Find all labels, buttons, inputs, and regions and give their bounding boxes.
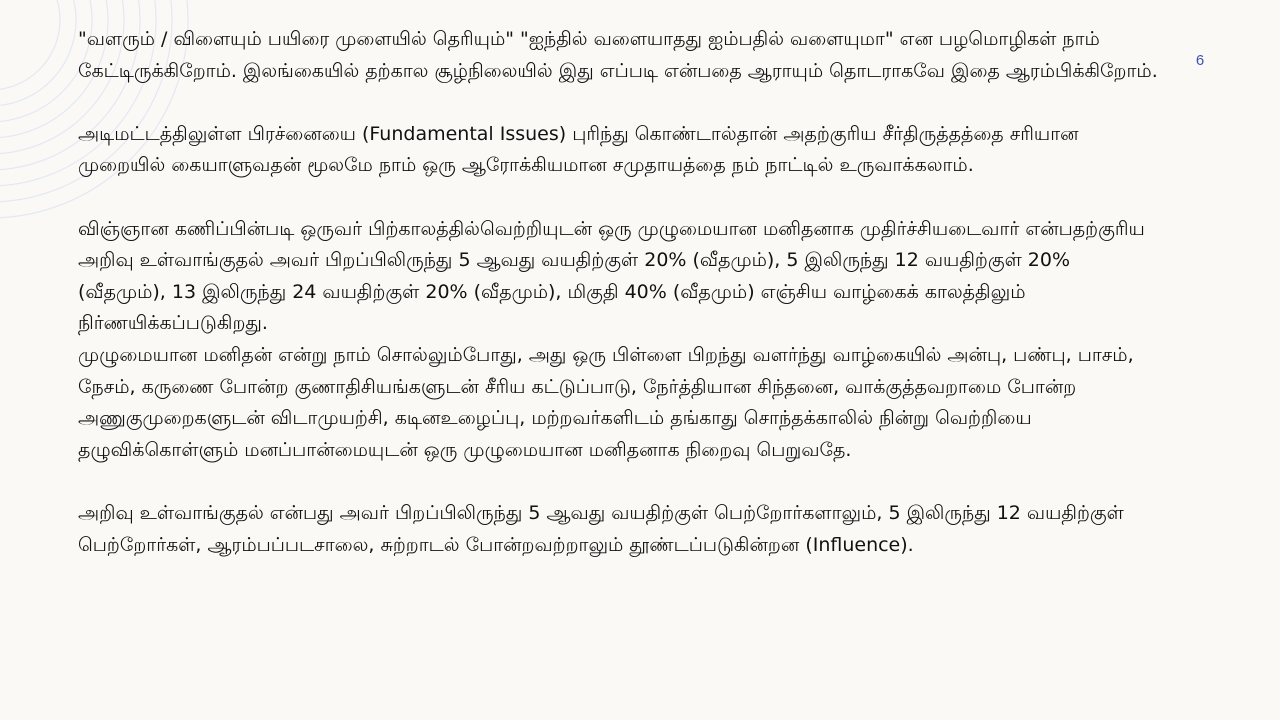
paragraph-fundamental-issues: அடிமட்டத்திலுள்ள பிரச்னையை (Fundamental Issues) புரிந்து கொண்டால்தான் அதற்குரிய சீர்திருத்தத்தை சரியான முறையில் கையாளுவதன் மூலமே நாம் ஒரு ஆரோக்கியமான சமுதாயத்தை நம் நாட்டில் உருவாக்கலாம். xyxy=(78,122,1079,177)
paragraph-complete-person: முழுமையான மனிதன் என்று நாம் சொல்லும்போது, அது ஒரு பிள்ளை பிறந்து வளர்ந்து வாழ்கையில் அன்பு, பண்பு, பாசம், நேசம், கருணை போன்ற குணாதிசியங்களுடன் சீரிய கட்டுப்பாடு, நேர்த்தியான சிந்தனை, வாக்குத்தவறாமை போன்ற அணுகுமுறைகளுடன் விடாமுயற்சி, கடினஉழைப்பு, மற்றவர்களிடம் தங்காது சொந்தக்காலில் நின்று வெற்றியை தழுவிக்கொள்ளும் மனப்பான்மையுடன் ஒரு முழுமையான மனிதனாக நிறைவு பெறுவதே. xyxy=(78,343,1134,461)
page-number: 6 xyxy=(1195,52,1205,69)
paragraph-scientific-estimate: விஞ்ஞான கணிப்பின்படி ஒருவர் பிற்காலத்தில்வெற்றியுடன் ஒரு முழுமையான மனிதனாக முதிர்ச்சியடைவார் என்பதற்குரிய அறிவு உள்வாங்குதல் அவர் பிறப்பிலிருந்து 5 ஆவது வயதிற்குள் 20% (வீதமும்), 5 இலிருந்து 12 வயதிற்குள் 20% (வீதமும்), 13 இலிருந்து 24 வயதிற்குள் 20% (வீதமும்), மிகுதி 40% (வீதமும்) எஞ்சிய வாழ்கைக் காலத்திலும் நிர்ணயிக்கப்படுகிறது. xyxy=(78,217,1145,335)
paragraph-knowledge-intake: அறிவு உள்வாங்குதல் என்பது அவர் பிறப்பிலிருந்து 5 ஆவது வயதிற்குள் பெற்றோர்களாலும், 5 இலிருந்து 12 வயதிற்குள் பெற்றோர்கள், ஆரம்பப்படசாலை, சுற்றாடல் போன்றவற்றாலும் தூண்டப்படுகின்றன (Influence). xyxy=(78,501,1124,556)
decorative-arc xyxy=(0,0,60,90)
decorative-arc xyxy=(0,0,76,106)
paragraph-proverbs: "வளரும் / விளையும் பயிரை முளையில் தெரியும்" "ஐந்தில் வளையாதது ஐம்பதில் வளையுமா" என பழமொழிகள் நாம் கேட்டிருக்கிறோம். இலங்கையில் தற்கால சூழ்நிலையில் இது எப்படி என்பதை ஆராயும் தொடராகவே இதை ஆரம்பிக்கிறோம். xyxy=(78,28,1158,82)
body-text xyxy=(78,24,1163,561)
